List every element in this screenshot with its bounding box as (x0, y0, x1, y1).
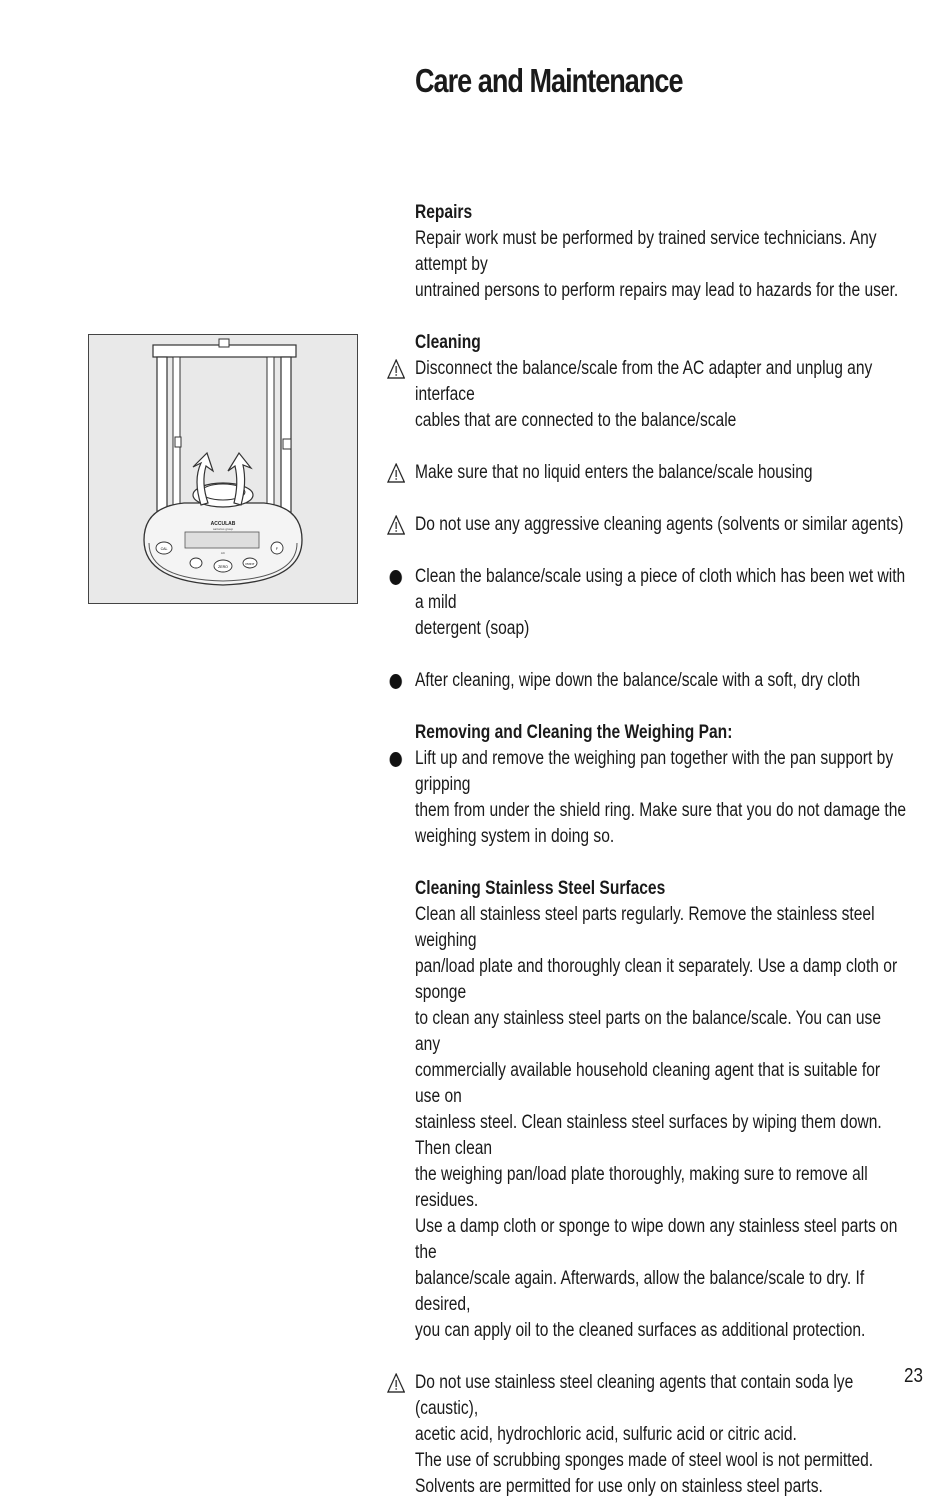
repairs-line: Repair work must be performed by trained service technicians. Any attempt by (415, 228, 877, 275)
cleaning-item-line: Make sure that no liquid enters the balance/scale housing (415, 462, 813, 483)
subbrand-label: sartorius group (212, 527, 234, 531)
cleaning-item (415, 668, 907, 694)
bullet-icon (390, 570, 402, 585)
stainless-line: commercially available household cleaning agent that is suitable for use on (415, 1060, 881, 1107)
cleaning-item (415, 512, 907, 538)
stainless-heading: Cleaning Stainless Steel Surfaces (415, 878, 666, 899)
cleaning-item-line: Do not use any aggressive cleaning agents (solvents or similar agents) (415, 514, 904, 535)
stainless-line: stainless steel. Clean stainless steel surfaces by wiping them down. Then clean (415, 1112, 882, 1159)
cleaning-item-line: Disconnect the balance/scale from the AC adapter and unplug any interface (415, 358, 873, 405)
cleaning-item-line: After cleaning, wipe down the balance/scale with a soft, dry cloth (415, 670, 861, 691)
cleaning-item (415, 356, 907, 434)
page-title: Care and Maintenance (415, 62, 683, 99)
warning-note-line: The use of scrubbing sponges made of steel wool is not permitted. (415, 1450, 874, 1471)
cleaning-item (415, 460, 907, 486)
stainless-line: Use a damp cloth or sponge to wipe down any stainless steel parts on the (415, 1216, 898, 1263)
weighing-pan-item (415, 746, 907, 850)
ac-label: AC (220, 551, 226, 555)
balance-illustration (88, 334, 358, 604)
warning-note (415, 1370, 907, 1500)
cleaning-item (415, 564, 907, 642)
content-column (415, 200, 907, 1500)
stainless-line: balance/scale again. Afterwards, allow the balance/scale to dry. If desired, (415, 1268, 865, 1315)
warning-note-line: Solvents are permitted for use only on stainless steel parts. (415, 1476, 823, 1497)
cleaning-item-line: Clean the balance/scale using a piece of cloth which has been wet with a mild (415, 566, 906, 613)
cleaning-item-line: cables that are connected to the balance/scale (415, 410, 737, 431)
weighing-pan-line: them from under the shield ring. Make sure that you do not damage the (415, 800, 907, 821)
stainless-line: the weighing pan/load plate thoroughly, making sure to remove all residues. (415, 1164, 868, 1211)
f-key: F (275, 547, 279, 551)
stainless-line: you can apply oil to the cleaned surfaces as additional protection. (415, 1320, 866, 1341)
repairs-heading: Repairs (415, 202, 473, 223)
cleaning-heading: Cleaning (415, 332, 481, 353)
warning-icon (387, 359, 405, 379)
bullet-icon (390, 752, 402, 767)
weighing-pan-heading: Removing and Cleaning the Weighing Pan: (415, 722, 733, 743)
stainless-line: Clean all stainless steel parts regularly. Remove the stainless steel weighing (415, 904, 875, 951)
stainless-line: to clean any stainless steel parts on the balance/scale. You can use any (415, 1008, 881, 1055)
warning-icon (387, 463, 405, 483)
warning-icon (387, 515, 405, 535)
repairs-line: untrained persons to perform repairs may lead to hazards for the user. (415, 280, 899, 301)
weighing-pan-line: weighing system in doing so. (415, 826, 615, 847)
page-number: 23 (904, 1365, 923, 1387)
brand-label: ACCULAB (210, 521, 236, 527)
warning-icon (387, 1373, 405, 1393)
cal-key: CAL (160, 547, 168, 551)
cleaning-item-line: detergent (soap) (415, 618, 530, 639)
stainless-line: pan/load plate and thoroughly clean it separately. Use a damp cloth or sponge (415, 956, 898, 1003)
warning-note-line: Do not use stainless steel cleaning agents that contain soda lye (caustic), (415, 1372, 854, 1419)
balance-drawing (89, 335, 357, 603)
weighing-pan-line: Lift up and remove the weighing pan together with the pan support by gripping (415, 748, 894, 795)
bullet-icon (390, 674, 402, 689)
zero-key: ZERO (218, 565, 228, 569)
print-key: PRINT (245, 562, 255, 566)
warning-note-line: acetic acid, hydrochloric acid, sulfuric acid or citric acid. (415, 1424, 797, 1445)
